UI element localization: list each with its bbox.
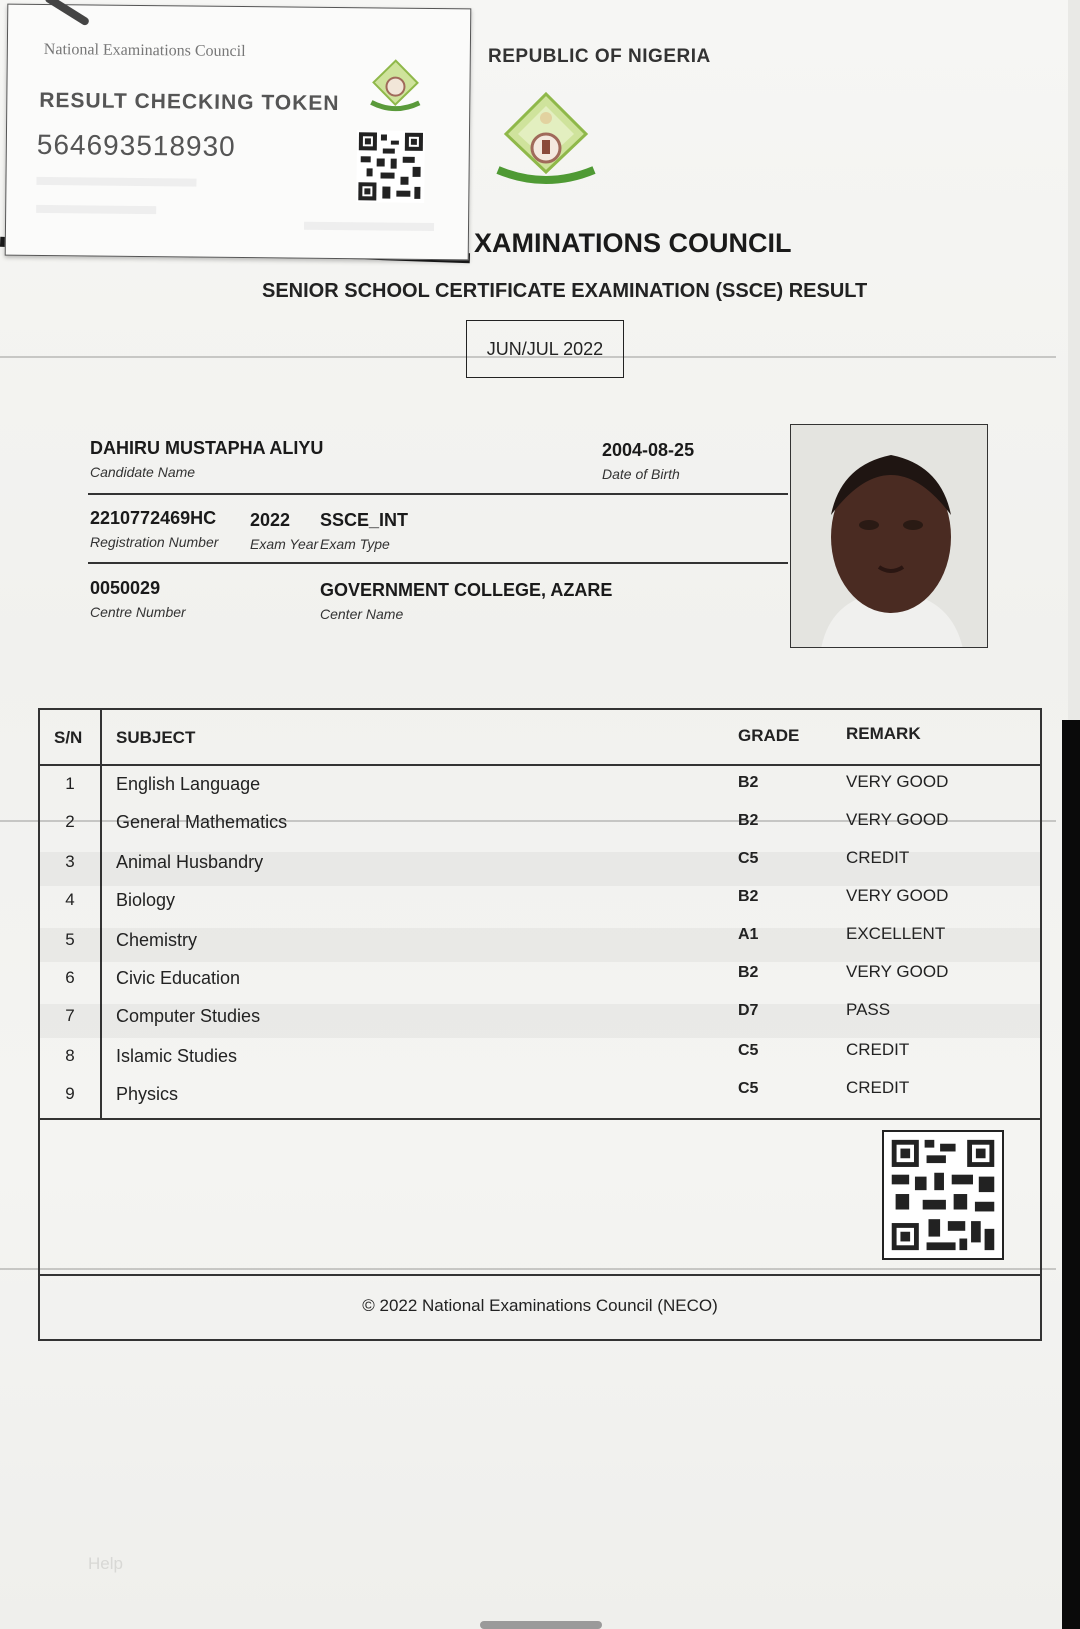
row-subject: Computer Studies — [116, 1006, 261, 1026]
row-subject: Civic Education — [116, 968, 241, 988]
exam-year: 2022 — [250, 510, 291, 530]
centre-name-label: Center Name — [320, 606, 404, 622]
row-sn: 7 — [65, 1006, 75, 1025]
row-sn: 5 — [65, 930, 75, 949]
faded-text — [36, 205, 156, 214]
centre-number: 0050029 — [90, 578, 161, 598]
row-sn: 6 — [65, 968, 75, 987]
row-subject: Chemistry — [116, 930, 198, 950]
candidate-photo — [790, 424, 988, 648]
divider — [88, 562, 788, 564]
exam-session: JUN/JUL 2022 — [486, 338, 604, 359]
date-of-birth-label: Date of Birth — [602, 466, 680, 482]
header-remark: REMARK — [846, 724, 921, 743]
row-remark: VERY GOOD — [846, 962, 949, 981]
row-subject: General Mathematics — [116, 812, 288, 832]
row-subject: Biology — [116, 890, 176, 910]
token-number: 564693518930 — [36, 128, 236, 162]
row-remark: VERY GOOD — [846, 772, 949, 791]
row-grade: C5 — [738, 1080, 759, 1097]
registration-number: 2210772469HC — [90, 508, 217, 528]
row-subject: Physics — [116, 1084, 179, 1104]
token-label: RESULT CHECKING TOKEN — [39, 88, 340, 116]
exam-title: SENIOR SCHOOL CERTIFICATE EXAMINATION (SSCE) RESULT — [262, 280, 868, 302]
token-council-name: National Examinations Council — [43, 40, 246, 61]
neco-crest-icon — [494, 90, 598, 190]
table-bottom-divider — [40, 1118, 1040, 1120]
republic-heading: REPUBLIC OF NIGERIA — [488, 46, 711, 67]
exam-session-box — [466, 320, 624, 378]
row-subject: English Language — [116, 774, 261, 794]
row-remark: CREDIT — [846, 1040, 910, 1059]
row-grade: D7 — [738, 1002, 759, 1019]
centre-number-label: Centre Number — [90, 604, 186, 620]
candidate-name: DAHIRU MUSTAPHA ALIYU — [90, 438, 324, 458]
header-grade: GRADE — [738, 726, 800, 745]
background-edge — [1062, 720, 1080, 1629]
token-qr-code-icon — [356, 130, 425, 203]
faded-text — [36, 177, 196, 187]
date-of-birth: 2004-08-25 — [602, 440, 695, 460]
row-sn: 2 — [65, 812, 75, 831]
row-grade: B2 — [738, 812, 759, 829]
row-sn: 3 — [65, 852, 75, 871]
row-remark: EXCELLENT — [846, 924, 946, 943]
row-remark: VERY GOOD — [846, 886, 949, 905]
row-remark: PASS — [846, 1000, 891, 1019]
row-sn: 4 — [65, 890, 75, 909]
help-link[interactable]: Help — [88, 1554, 123, 1573]
row-grade: B2 — [738, 964, 759, 981]
row-grade: B2 — [738, 888, 759, 905]
row-subject: Animal Husbandry — [116, 852, 264, 872]
row-grade: C5 — [738, 1042, 759, 1059]
row-sn: 1 — [65, 774, 75, 793]
candidate-portrait-image — [791, 425, 988, 648]
column-divider — [100, 710, 102, 1118]
faded-text — [304, 222, 434, 231]
candidate-name-label: Candidate Name — [90, 464, 196, 480]
footer-divider — [40, 1274, 1040, 1276]
registration-number-label: Registration Number — [90, 534, 219, 550]
council-title: XAMINATIONS COUNCIL — [474, 228, 792, 258]
header-sn: S/N — [54, 728, 83, 747]
exam-year-label: Exam Year — [250, 536, 319, 552]
row-sn: 9 — [65, 1084, 75, 1103]
row-grade: C5 — [738, 850, 759, 867]
row-remark: VERY GOOD — [846, 810, 949, 829]
row-remark: CREDIT — [846, 1078, 910, 1097]
scrollbar-handle[interactable] — [480, 1621, 602, 1629]
exam-type-label: Exam Type — [320, 536, 390, 552]
header-divider — [40, 764, 1040, 766]
token-card — [5, 4, 472, 261]
row-grade: B2 — [738, 774, 759, 791]
row-subject: Islamic Studies — [116, 1046, 238, 1066]
result-qr-code-icon — [882, 1130, 1004, 1260]
neco-logo-icon — [365, 56, 426, 117]
row-remark: CREDIT — [846, 848, 910, 867]
exam-type: SSCE_INT — [320, 510, 409, 530]
divider — [88, 493, 788, 495]
row-sn: 8 — [65, 1046, 75, 1065]
centre-name: GOVERNMENT COLLEGE, AZARE — [320, 580, 613, 600]
header-subject: SUBJECT — [116, 728, 196, 747]
copyright-footer: © 2022 National Examinations Council (NECO) — [362, 1296, 718, 1315]
row-grade: A1 — [738, 926, 759, 943]
